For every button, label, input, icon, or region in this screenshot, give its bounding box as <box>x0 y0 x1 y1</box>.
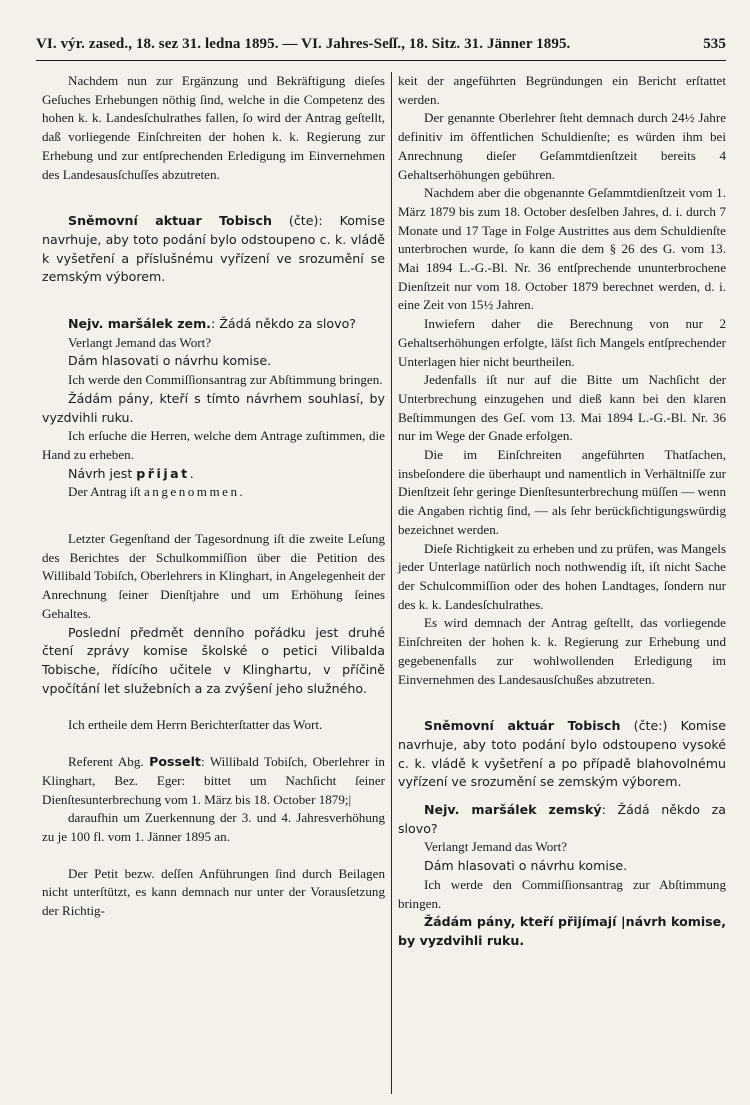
header-session: VI. výr. zased., 18. sez 31. ledna 1895. — VI. Jahres-Seſſ., 18. Sitz. 31. Jänner 1895. <box>36 36 571 52</box>
paragraph: Der genannte Oberlehrer ſteht demnach durch 24½ Jahre definitiv im öffentlichen Schuldienſte; es würden ihm bei Anrechnung dieſer Geſammtdienſtzeit bereits 4 Gehaltserhöhungen gebühren. <box>398 110 726 182</box>
paragraph: Der Antrag iſt angenommen. <box>68 484 243 500</box>
paragraph: Ich werde den Commiſſionsantrag zur Abſtimmung bringen. <box>68 372 383 388</box>
paragraph: daraufhin um Zuerkennung der 3. und 4. Jahresverhöhung zu je 100 fl. vom 1. Jänner 1895 an. <box>42 810 385 844</box>
paragraph: Verlangt Jemand das Wort? <box>68 334 212 350</box>
paragraph: Letzter Gegenſtand der Tagesordnung iſt die zweite Leſung des Berichtes der Schulkommiſſion über die Petition des Willibald Tobiſch, Oberlehrers in Klinghart, in Angelegenheit der Anrechnung ſeiner Dienſtjahre und um Erhöhung ſeines Gehaltes. <box>42 531 385 621</box>
paragraph: Ich ertheile dem Herrn Berichterſtatter das Wort. <box>68 717 323 733</box>
paragraph: Žádám pány, kteří přijímají |návrh komise, by vyzdvihli ruku. <box>398 914 726 948</box>
paragraph: Nejv. maršálek zem.: Žádá někdo za slovo? <box>68 316 356 332</box>
right-column <box>398 72 726 951</box>
paragraph: Sněmovní aktuar Tobisch (čte): Komise navrhuje, aby toto podání bylo odstoupeno c. k. vládě k vyšetření a příslušnému vyřízení ve srozumění se zemským výborem. <box>42 213 385 285</box>
paragraph: Jedenfalls iſt nur auf die Bitte um Nachſicht der Unterbrechung einzugehen und dieß kann bei den klaren Beſtimmungen des Geſ. vom 13. Mai 1894 L.-G.-Bl. Nr. 36 nur im Wege der Gnade erfolgen. <box>398 372 726 444</box>
page-header <box>36 36 726 53</box>
left-column <box>42 72 385 921</box>
paragraph: keit der angeführten Begründungen ein Bericht erſtattet werden. <box>398 73 726 107</box>
paragraph: Die im Einſchreiten angeführten Thatſachen, insbeſondere die überhaupt und namentlich in Verhältniſſe zur Dienſtzeit ſehr geringe Dienſtesunterbrechung müſſen — wenn die Angaben richtig ſind, — als ſehr berückſichtigungswürdig bezeichnet werden. <box>398 447 726 537</box>
column-divider <box>391 72 392 1094</box>
paragraph: Sněmovní aktuár Tobisch (čte:) Komise navrhuje, aby toto podání bylo odstoupeno vysoké c. k. vládě k vyšetření a po případě blahovolnému vyřízení ve srozumění se zemským výborem. <box>398 718 726 790</box>
paragraph: Ich erſuche die Herren, welche dem Antrage zuſtimmen, die Hand zu erheben. <box>42 428 385 462</box>
paragraph: Dieſe Richtigkeit zu erheben und zu prüfen, was Mangels jeder Unterlage natürlich noch nothwendig iſt, iſt nicht Sache der Schulcommiſſion oder des hohen Landtages, ſondern nur des k. k. Landesſchulrathes. <box>398 540 726 612</box>
paragraph: Nejv. maršálek zemský: Žádá někdo za slovo? <box>398 802 726 836</box>
paragraph: Nachdem aber die obgenannte Geſammtdienſtzeit vom 1. März 1879 bis zum 18. October desſelben Jahres, d. i. durch 7 Monate und 17 Tage in Folge Austrittes aus dem Schuldienſte unterbrochen wurde, ſo kann die dem § 26 des G. vom 13. Mai 1894 L.-G.-Bl. Nr. 36 entſprechende ununterbrochene Dienſtzeit nur vom 18. October 1879 berechnet werden, d. i. eine Zeit von 15½ Jahren. <box>398 185 726 313</box>
paragraph: Nachdem nun zur Ergänzung und Bekräftigung dieſes Geſuches Erhebungen nöthig ſind, welche in die Competenz des hohen k. k. Landesſchulrathes fallen, ſo wird der Antrag geſtellt, daß vorliegende Einſchreiten der hohen k. k. Regierung zur Erhebung und zur entſprechenden Erledigung im Einvernehmen des Landesausſchuſſes abzutreten. <box>42 73 385 182</box>
paragraph: Ich werde den Commiſſionsantrag zur Abſtimmung bringen. <box>398 876 726 911</box>
page-number: 535 <box>703 36 726 52</box>
paragraph: Verlangt Jemand das Wort? <box>424 839 568 855</box>
paragraph: Návrh jest přijat. <box>68 465 194 481</box>
header-rule <box>36 60 726 61</box>
paragraph: Žádám pány, kteří s tímto návrhem souhlasí, by vyzdvihli ruku. <box>42 390 385 425</box>
paragraph: Inwiefern daher die Berechnung von nur 2 Gehaltserhöhungen erfolgte, läſst ſich Mangels entſprechender Unterlagen hier nicht beurtheilen. <box>398 316 726 369</box>
paragraph: Es wird demnach der Antrag geſtellt, das vorliegende Einſchreiten der hohen k. k. Regierung zur Erhebung und gegebenenfalls zur wohlwollenden Erledigung im Einvernehmen des Landesausſchußes abzutreten. <box>398 615 726 687</box>
paragraph: Dám hlasovati o návrhu komise. <box>68 353 272 369</box>
paragraph: Dám hlasovati o návrhu komise. <box>424 858 628 874</box>
paragraph: Der Petit bezw. deſſen Anführungen ſind durch Beilagen nicht unterſtützt, es kann demnach nur unter der Vorausſetzung der Richtig- <box>42 865 385 919</box>
paragraph: Poslední předmět denního pořádku jest druhé čtení zprávy komise školské o petici Vilibalda Tobische, řídícího učitele v Klinghartu, v příčině vpočítání let služebních a za zvýšení jeho služného. <box>42 624 385 696</box>
paragraph: Referent Abg. Posselt: Willibald Tobiſch, Oberlehrer in Klinghart, Bez. Eger: bittet um Nachſicht ſeiner Dienſtesunterbrechung vom 1. März bis 18. October 1879;| <box>42 754 385 807</box>
